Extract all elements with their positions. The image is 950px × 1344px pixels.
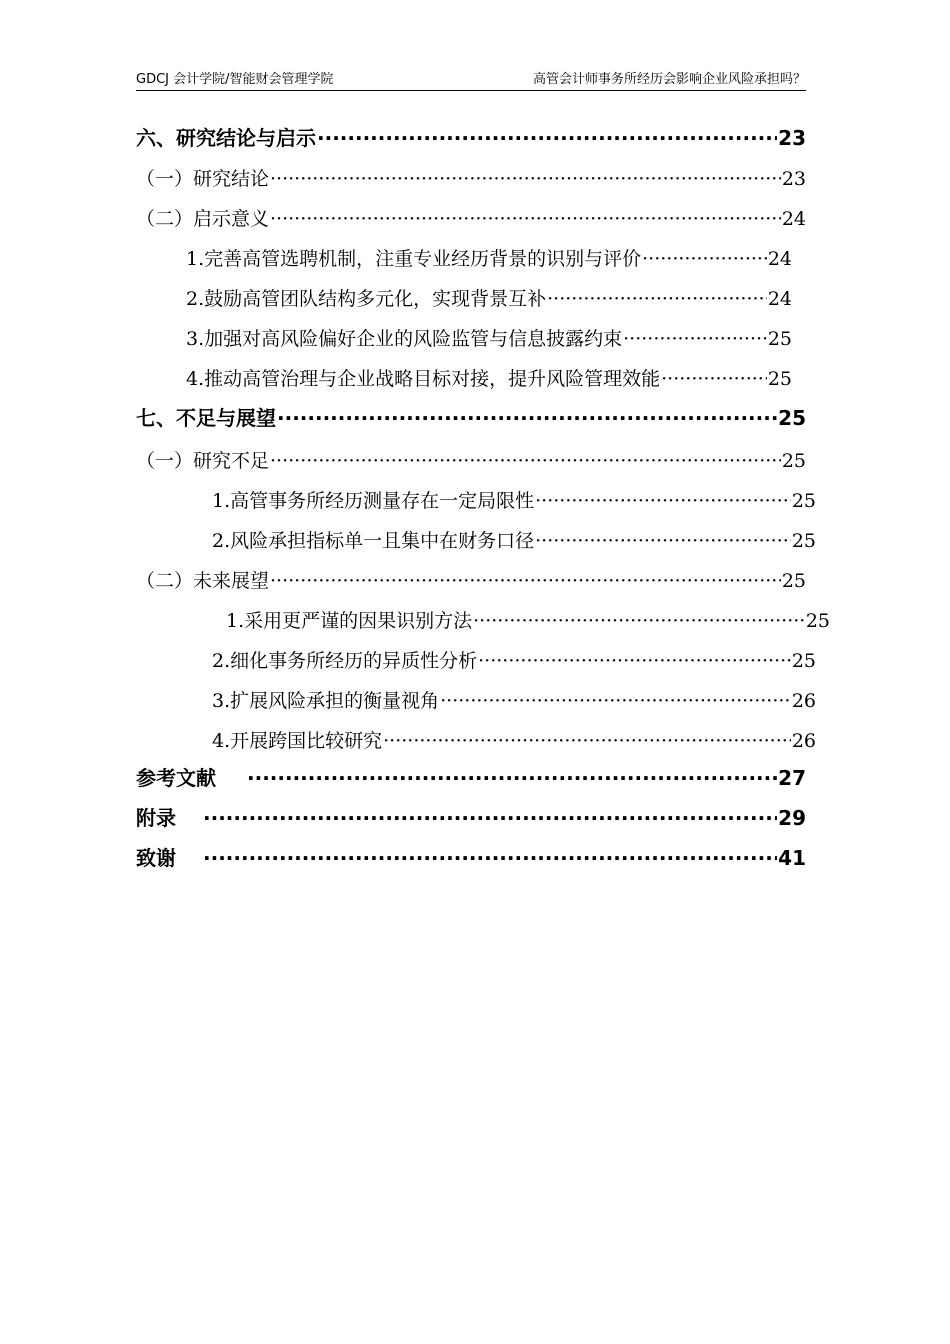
- toc-dot-leader: [203, 846, 777, 870]
- toc-entry-page: 25: [767, 368, 792, 390]
- toc-dot-leader: [642, 248, 767, 270]
- toc-dot-leader: [547, 288, 767, 310]
- toc-entry-references[interactable]: [136, 762, 806, 791]
- toc-entry-page: 24: [767, 288, 792, 310]
- toc-entry-page: 26: [791, 690, 816, 712]
- toc-entry-page: 25: [781, 450, 806, 472]
- toc-dot-leader: [473, 610, 805, 632]
- toc-entry-subsection[interactable]: [186, 364, 792, 391]
- toc-dot-leader: [270, 450, 781, 472]
- toc-entry-title: （一）研究不足: [136, 450, 270, 472]
- toc-entry-page: 27: [778, 766, 806, 790]
- toc-entry-title: 致谢: [136, 846, 176, 870]
- toc-dot-leader: [535, 490, 791, 512]
- toc-entry-page: 25: [791, 650, 816, 672]
- toc-dot-leader: [247, 766, 777, 790]
- toc-entry-subsection[interactable]: [186, 284, 792, 311]
- toc-entry-section[interactable]: [136, 204, 806, 231]
- toc-entry-acknowledgements[interactable]: [136, 842, 806, 871]
- toc-entry-subsection[interactable]: [212, 646, 816, 673]
- toc-entry-subsection[interactable]: [186, 324, 792, 351]
- toc-entry-page: 41: [778, 846, 806, 870]
- toc-entry-page: 24: [767, 248, 792, 270]
- toc-entry-title: 2.风险承担指标单一且集中在财务口径: [212, 530, 535, 552]
- toc-entry-page: 25: [781, 570, 806, 592]
- toc-entry-chapter[interactable]: [136, 122, 806, 151]
- toc-dot-leader: [661, 368, 767, 390]
- toc-entry-title: 1.采用更严谨的因果识别方法: [226, 610, 473, 632]
- toc-entry-page: 25: [778, 406, 806, 430]
- toc-entry-title: 参考文献: [136, 766, 216, 790]
- toc-entry-subsection[interactable]: [226, 606, 830, 633]
- toc-entry-title: （一）研究结论: [136, 168, 270, 190]
- toc-entry-appendix[interactable]: [136, 802, 806, 831]
- toc-entry-subsection[interactable]: [212, 726, 816, 753]
- toc-entry-title: 3.加强对高风险偏好企业的风险监管与信息披露约束: [186, 328, 623, 350]
- toc-entry-page: 26: [791, 730, 816, 752]
- toc-entry-title: 1.完善高管选聘机制，注重专业经历背景的识别与评价: [186, 248, 642, 270]
- toc-entry-page: 23: [778, 126, 806, 150]
- toc-entry-page: 25: [805, 610, 830, 632]
- toc-dot-leader: [623, 328, 767, 350]
- header-left-text: GDCJ 会计学院/智能财会管理学院: [136, 72, 334, 87]
- toc-dot-leader: [270, 168, 781, 190]
- toc-dot-leader: [203, 806, 777, 830]
- toc-entry-section[interactable]: [136, 164, 806, 191]
- toc-entry-page: 24: [781, 208, 806, 230]
- toc-entry-title: （二）未来展望: [136, 570, 270, 592]
- page-header: [136, 66, 806, 91]
- toc-entry-subsection[interactable]: [186, 244, 792, 271]
- toc-dot-leader: [277, 406, 777, 430]
- toc-entry-subsection[interactable]: [212, 526, 816, 553]
- toc-dot-leader: [478, 650, 791, 672]
- toc-entry-page: 29: [778, 806, 806, 830]
- toc-entry-title: 4.开展跨国比较研究: [212, 730, 383, 752]
- toc-entry-title: 1.高管事务所经历测量存在一定局限性: [212, 490, 535, 512]
- toc-entry-subsection[interactable]: [212, 686, 816, 713]
- toc-dot-leader: [270, 570, 781, 592]
- toc-entry-title: 2.鼓励高管团队结构多元化，实现背景互补: [186, 288, 547, 310]
- toc-entry-title: 附录: [136, 806, 176, 830]
- toc-entry-title: 4.推动高管治理与企业战略目标对接，提升风险管理效能: [186, 368, 661, 390]
- toc-entry-section[interactable]: [136, 446, 806, 473]
- toc-dot-leader: [383, 730, 791, 752]
- toc-entry-title: 六、研究结论与启示: [136, 126, 316, 150]
- toc-entry-subsection[interactable]: [212, 486, 816, 513]
- toc-dot-leader: [317, 126, 777, 150]
- toc-dot-leader: [270, 208, 781, 230]
- toc-entry-page: 25: [767, 328, 792, 350]
- toc-entry-title: 3.扩展风险承担的衡量视角: [212, 690, 440, 712]
- toc-dot-leader: [440, 690, 791, 712]
- toc-entry-chapter[interactable]: [136, 402, 806, 431]
- toc-entry-title: 2.细化事务所经历的异质性分析: [212, 650, 478, 672]
- toc-entry-page: 25: [791, 530, 816, 552]
- toc-entry-page: 23: [781, 168, 806, 190]
- toc-dot-leader: [535, 530, 791, 552]
- toc-entry-section[interactable]: [136, 566, 806, 593]
- toc-entry-page: 25: [791, 490, 816, 512]
- toc-entry-title: 七、不足与展望: [136, 406, 276, 430]
- toc-entry-title: （二）启示意义: [136, 208, 270, 230]
- header-right-text: 高管会计师事务所经历会影响企业风险承担吗？: [532, 72, 806, 87]
